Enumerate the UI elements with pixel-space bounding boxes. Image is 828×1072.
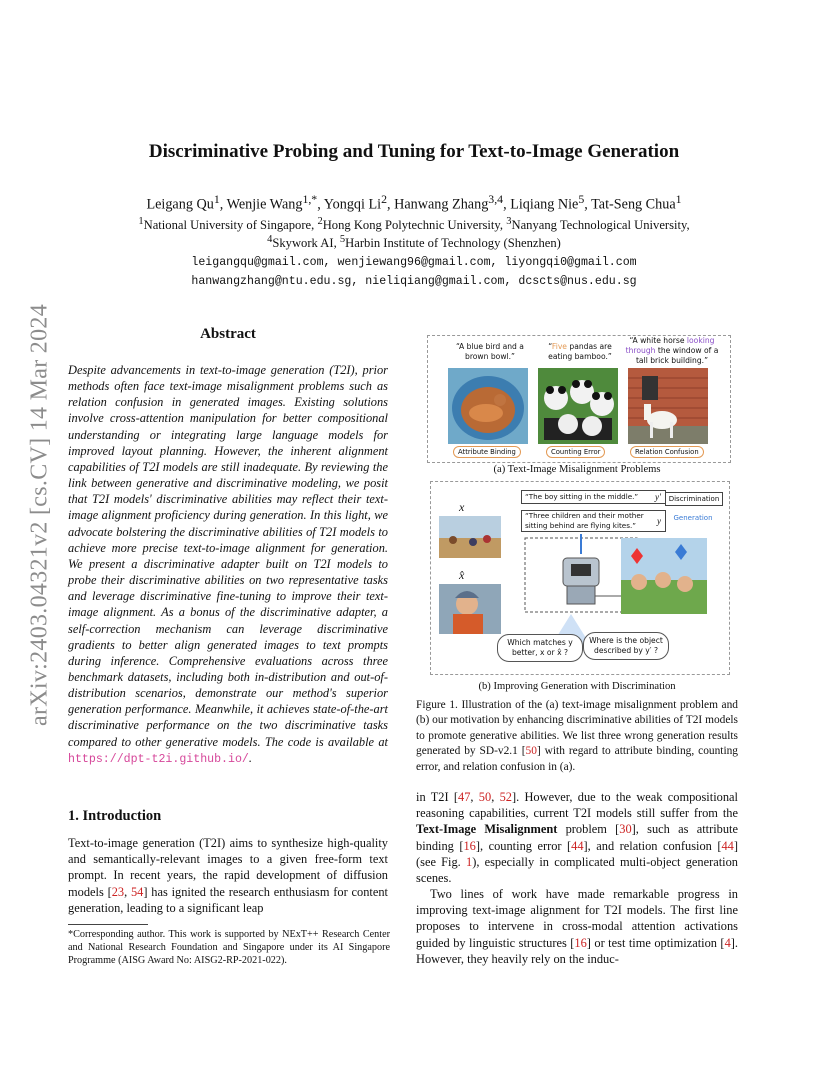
citation-link[interactable]: 47	[458, 790, 471, 804]
footnote: *Corresponding author. This work is supported by NExT++ Research Center and National Research Foundation and Singapore under its AI Singapore Programme (AISG Award No: AISG2-RP-2021-022).	[68, 929, 390, 966]
citation-link[interactable]: 50	[478, 790, 492, 804]
citation-link[interactable]: 30	[619, 822, 632, 837]
var-xhat: x̂	[459, 568, 465, 582]
tag-attribute-binding: Attribute Binding	[453, 446, 521, 458]
citation-link[interactable]: 44	[721, 838, 734, 853]
var-x: x	[459, 500, 465, 514]
panel-a-caption: (a) Text-Image Misalignment Problems	[493, 464, 661, 475]
citation-link[interactable]: 50	[525, 745, 537, 758]
figure-panel-a	[427, 335, 731, 463]
code-link[interactable]: https://dpt-t2i.github.io/	[68, 752, 249, 766]
arxiv-stamp: arXiv:2403.04321v2 [cs.CV] 14 Mar 2024	[26, 303, 53, 727]
image-pandas	[538, 368, 618, 444]
citation-link[interactable]: 16	[574, 935, 587, 950]
image-x	[439, 516, 501, 558]
section-heading-introduction: 1. Introduction	[68, 808, 162, 824]
footnote-rule	[68, 924, 148, 925]
image-xhat	[439, 584, 501, 634]
abstract-text: Despite advancements in text-to-image generation (T2I), prior methods often face text-image misalignment problems such as relation confusion in generated images. Existing solutions involve cross-attention manipulation for better compositional understanding or integrating large language models for improved layout planning. However, the inherent alignment capabilities of T2I models are still inadequate. By reviewing the link between generative and discriminative modeling, we posit that T2I models' discriminative abilities may reflect their text-image alignment proficiency during generation. In this light, we advocate bolstering the discriminative abilities of T2I models to achieve more precise text-to-image alignment for generation. We present a discriminative adapter built on T2I models to probe their discriminative abilities on two representative tasks and leverage discriminative fine-tuning to improve their text-image alignment. As a bonus of the discriminative adapter, a self-correction mechanism can leverage discriminative gradients to better align generated images to text prompts during inference. Comprehensive evaluations across three benchmark datasets, including both in-distribution and out-of-distribution scenarios, demonstrate our method's superior generation performance. Meanwhile, it achieves state-of-the-art discriminative performance on the two discriminative tasks compared to other generative models. The code is available at https://dpt-t2i.github.io/.	[68, 363, 388, 766]
emails-line-2[interactable]: hanwangzhang@ntu.edu.sg, nieliqiang@gmail.com, dcscts@nus.edu.sg	[191, 275, 637, 288]
paper-title: Discriminative Probing and Tuning for Text-to-Image Generation	[148, 141, 680, 162]
citation-link[interactable]: 23	[111, 884, 125, 899]
bubble-which-matches: Which matches y better, x or x̂ ?	[497, 634, 583, 662]
label-generation: Generation	[673, 514, 713, 522]
image-generated-kites	[621, 538, 707, 614]
author-list: Leigang Qu$^1$, Wenjie Wang$^{1,*}$, Yongqi Li$^2$, Hanwang Zhang$^{3,4}$, Liqiang Nie$^5$, Tat-Seng Chua$^1$	[146, 192, 682, 213]
citation-link[interactable]: 54	[130, 884, 144, 899]
citation-link[interactable]: 16	[463, 838, 476, 853]
citation-link[interactable]: 1	[465, 854, 473, 869]
right-paragraph-2: Two lines of work have made remarkable progress in improving text-image alignment for T2I models. The first line proposes to intervene in cross-modal attention activations guided by linguistic structures [16] or test time optimization [4]. However, they heavily rely on the induc-	[416, 887, 738, 966]
figure-panel-b	[430, 481, 730, 675]
abstract-heading: Abstract	[200, 326, 256, 342]
affiliations-line-2: $^4$Skywork AI, $^5$Harbin Institute of Technology (Shenzhen)	[267, 234, 561, 251]
intro-paragraph-1: Text-to-image generation (T2I) aims to synthesize high-quality and semantically-relevant images to a given free-form text prompt. In recent years, the rapid development of diffusion models [23, 54] has ignited the research enthusiasm for content generation, leading to a significant leap	[68, 836, 388, 915]
citation-link[interactable]: 4	[724, 935, 731, 950]
prompt-3: “A white horse looking through the window of a tall brick building.”	[625, 336, 719, 365]
right-paragraph-1: in T2I [47, 50, 52]. However, due to the weak compositional reasoning capabilities, current T2I models still suffer from the Text-Image Misalignment problem [30], such as attribute binding [16], counting error [44], and relation confusion [44] (see Fig. 1), especially in complicated multi-object generation scenes.	[416, 790, 739, 886]
prompt-1: “A blue bird and a brown bowl.”	[456, 342, 524, 361]
tag-relation-confusion: Relation Confusion	[630, 446, 704, 458]
image-bird-bowl	[448, 368, 528, 444]
figure-1-caption: Figure 1. Illustration of the (a) text-image misalignment problem and (b) our motivation by enhancing discriminative abilities of T2I models to promote generative abilities. We list three wrong generation results generated by SD-v2.1 [50] with regard to attribute binding, counting error, and relation confusion in (a).	[416, 699, 738, 773]
prompt-2: “Five pandas are eating bamboo.”	[548, 342, 612, 361]
generation-text: “Three children and their mother sitting behind are flying kites.” y	[521, 510, 666, 532]
label-discrimination: Discrimination	[665, 492, 723, 506]
emails-line-1[interactable]: leigangqu@gmail.com, wenjiewang96@gmail.com, liyongqi0@gmail.com	[191, 256, 637, 269]
bubble-where-object: Where is the object described by y′ ?	[583, 632, 669, 660]
image-horse-brick	[628, 368, 708, 444]
citation-link[interactable]: 52	[499, 790, 512, 804]
citation-link[interactable]: 44	[571, 838, 584, 853]
affiliations-line-1: $^1$National University of Singapore, $^2$Hong Kong Polytechnic University, $^3$Nanyang Technological University,	[138, 216, 690, 233]
discrimination-text: “The boy sitting in the middle.” y′	[521, 490, 666, 504]
panel-b-caption: (b) Improving Generation with Discrimination	[478, 681, 676, 692]
tag-counting-error: Counting Error	[546, 446, 605, 458]
